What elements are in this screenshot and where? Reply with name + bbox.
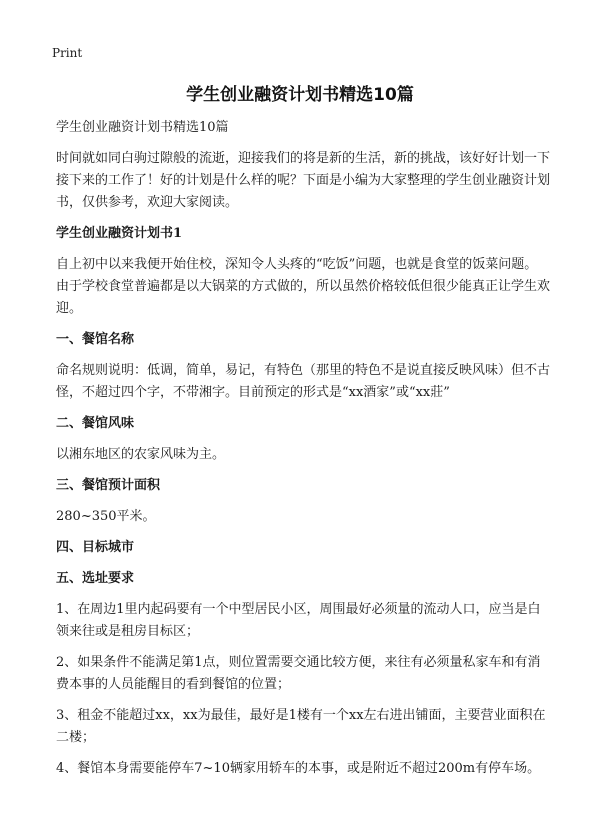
section-text-flavor: 以湘东地区的农家风味为主。 bbox=[56, 447, 226, 462]
section-text-area: 280~350平米。 bbox=[56, 509, 156, 524]
plan-heading: 学生创业融资计划书1 bbox=[56, 226, 183, 241]
intro-paragraph: 时间就如同白驹过隙般的流逝，迎接我们的将是新的生活，新的挑战，该好好计划一下接下来的工作了！好的计划是什么样的呢？下面是小编为大家整理的学生创业融资计划书，仅供参考，欢迎大家阅读。 bbox=[56, 151, 551, 210]
document-title: 学生创业融资计划书精选10篇 bbox=[186, 85, 414, 105]
plan-intro-paragraph: 自上初中以来我便开始住校，深知令人头疼的“吃饭”问题，也就是食堂的饭菜问题。由于学校食堂普遍都是以大锅菜的方式做的，所以虽然价格较低但很少能真正让学生欢迎。 bbox=[56, 257, 551, 316]
section-heading-flavor: 二、餐馆风味 bbox=[56, 416, 135, 431]
section-heading-name: 一、餐馆名称 bbox=[56, 332, 135, 347]
requirement-item: 2、如果条件不能满足第1点，则位置需要交通比较方便，来往有必须量私家车和有消费本事的人员能醒目的看到餐馆的位置； bbox=[56, 655, 541, 692]
print-label: Print bbox=[52, 46, 83, 60]
requirement-item: 3、租金不能超过xx，xx为最佳，最好是1楼有一个xx左右进出铺面，主要营业面积在二楼； bbox=[56, 708, 546, 745]
section-heading-area: 三、餐馆预计面积 bbox=[56, 478, 161, 493]
section-heading-city: 四、目标城市 bbox=[56, 540, 135, 555]
document-body bbox=[56, 117, 550, 789]
requirement-item: 1、在周边1里内起码要有一个中型居民小区，周围最好必须量的流动人口，应当是白领来往或是租房目标区； bbox=[56, 602, 541, 639]
section-heading-location: 五、选址要求 bbox=[56, 571, 135, 586]
requirement-item: 4、餐馆本身需要能停车7~10辆家用轿车的本事，或是附近不超过200m有停车场。 bbox=[56, 761, 541, 776]
section-text-name: 命名规则说明：低调，简单，易记，有特色（那里的特色不是说直接反映风味）但不古怪，不超过四个字，不带湘字。目前预定的形式是“xx酒家”或“xx莊” bbox=[56, 363, 551, 400]
document-subtitle: 学生创业融资计划书精选10篇 bbox=[56, 120, 229, 135]
